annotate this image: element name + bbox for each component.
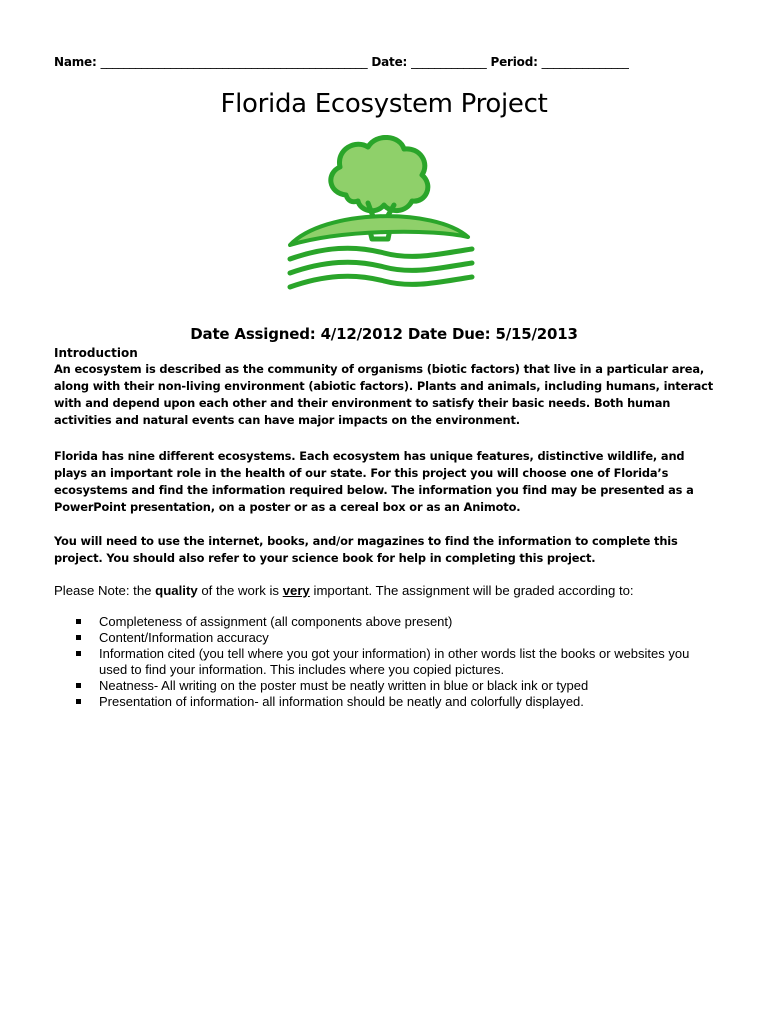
- square-bullet-icon: [76, 699, 81, 704]
- note-suffix: important. The assignment will be graded according to:: [309, 583, 634, 598]
- note-very: very: [282, 583, 310, 598]
- list-item: [54, 646, 714, 678]
- student-info-line: [54, 55, 714, 69]
- note-quality: quality: [155, 583, 198, 598]
- introduction-heading: Introduction: [54, 346, 138, 360]
- square-bullet-icon: [76, 635, 81, 640]
- date-label: Date:: [371, 55, 408, 69]
- list-item: [54, 694, 714, 710]
- square-bullet-icon: [76, 651, 81, 656]
- criteria-text: Completeness of assignment (all components above present): [99, 614, 453, 629]
- grading-criteria-list: [54, 614, 714, 710]
- intro-paragraph-ecosystem: An ecosystem is described as the community of organisms (biotic factors) that live in a particular area, along with their non-living environment (abiotic factors). Plants and animals, including humans, interact with and depend upon each other and their environment to satisfy their basic needs. Both human activities and natural events can have major impacts on the environment.: [54, 362, 714, 427]
- period-blank: _______________: [541, 55, 629, 69]
- list-item: [54, 614, 714, 630]
- criteria-text: Neatness- All writing on the poster must be neatly written in blue or black ink or typed: [99, 678, 589, 693]
- name-label: Name:: [54, 55, 97, 69]
- date-blank: _____________: [411, 55, 487, 69]
- square-bullet-icon: [76, 619, 81, 624]
- page-title: Florida Ecosystem Project: [220, 89, 548, 119]
- tree-on-hill-icon: [284, 135, 476, 295]
- square-bullet-icon: [76, 683, 81, 688]
- criteria-text: Presentation of information- all information should be neatly and colorfully displayed.: [99, 694, 584, 709]
- note-middle: of the work is: [197, 583, 283, 598]
- list-item: [54, 678, 714, 694]
- name-blank: ______________________________________________: [100, 55, 368, 69]
- assignment-dates: Date Assigned: 4/12/2012 Date Due: 5/15/2013: [190, 325, 578, 343]
- list-item: [54, 630, 714, 646]
- period-label: Period:: [490, 55, 538, 69]
- intro-paragraph-florida: Florida has nine different ecosystems. Each ecosystem has unique features, distinctive wildlife, and plays an important role in the health of our state. For this project you will choose one of Florida’s ecosystems and find the information required below. The information you find may be presented as a PowerPoint presentation, on a poster or as a cereal box or as an Animoto.: [54, 449, 694, 514]
- criteria-text: Content/Information accuracy: [99, 630, 269, 645]
- note-prefix: Please Note: the: [54, 583, 156, 598]
- criteria-text: Information cited (you tell where you got your information) in other words list the books or websites you used to find your information. This includes where you copied pictures.: [99, 646, 690, 677]
- intro-paragraph-resources: You will need to use the internet, books, and/or magazines to find the information to complete this project. You should also refer to your science book for help in completing this project.: [54, 534, 678, 565]
- grading-note: [54, 582, 714, 599]
